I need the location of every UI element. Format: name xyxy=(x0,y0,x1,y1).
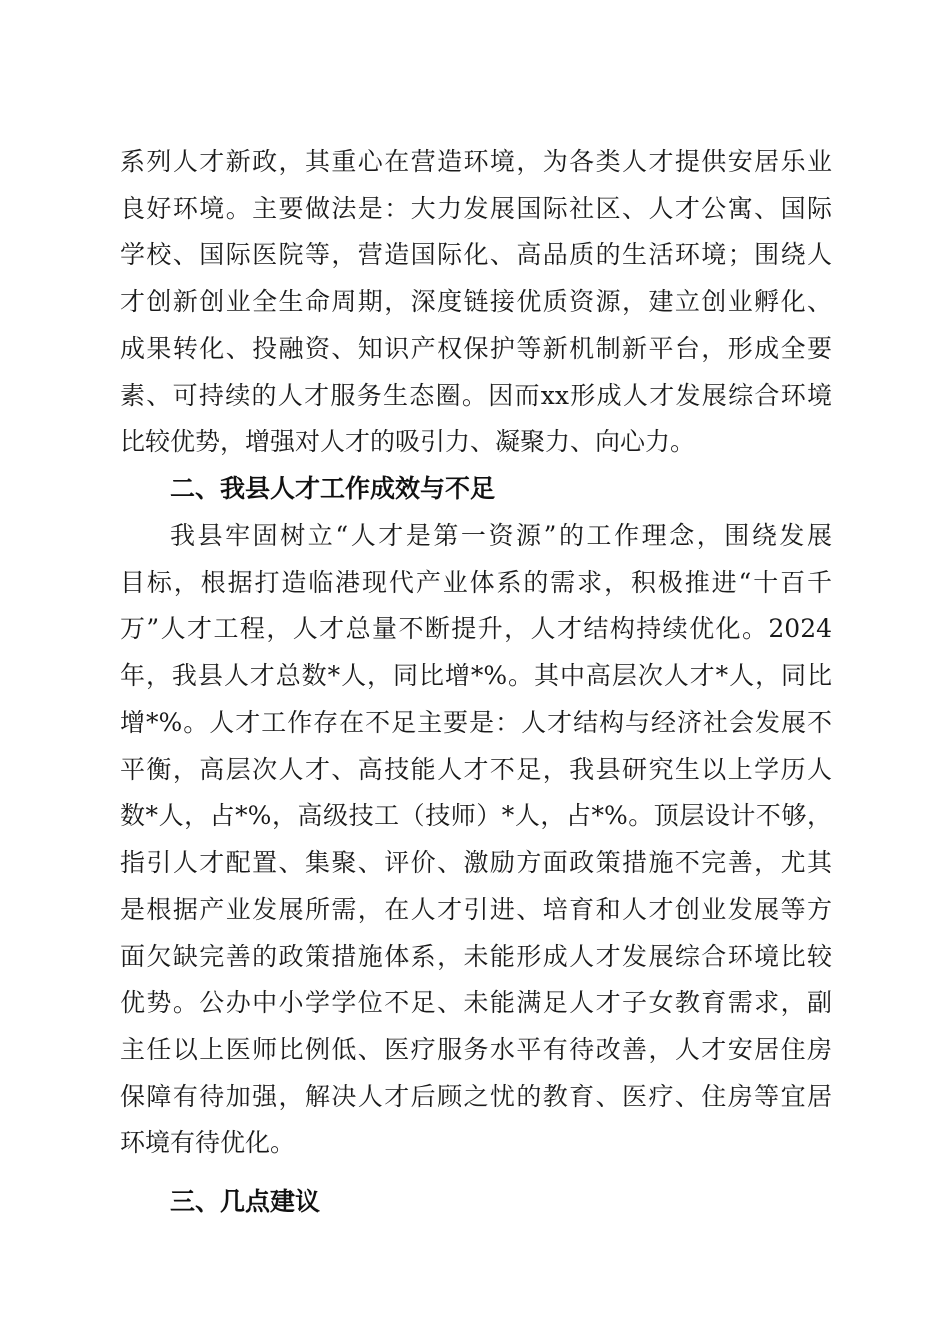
paragraph-line: 平衡，高层次人才、高技能人才不足，我县研究生以上学历人 xyxy=(120,755,832,784)
paragraph-line: 年，我县人才总数*人，同比增*%。其中高层次人才*人，同比 xyxy=(120,661,832,690)
paragraph-line: 系列人才新政，其重心在营造环境，为各类人才提供安居乐业 xyxy=(120,147,832,176)
paragraph-line: 良好环境。主要做法是：大力发展国际社区、人才公寓、国际 xyxy=(120,194,832,223)
paragraph-line: 目标，根据打造临港现代产业体系的需求，积极推进“十百千 xyxy=(120,568,832,597)
section-heading: 三、几点建议 xyxy=(170,1187,321,1216)
paragraph-line: 比较优势，增强对人才的吸引力、凝聚力、向心力。 xyxy=(120,427,696,456)
paragraph-line: 是根据产业发展所需，在人才引进、培育和人才创业发展等方 xyxy=(120,895,832,924)
paragraph-line: 数*人，占*%，高级技工（技师）*人，占*%。顶层设计不够， xyxy=(120,801,832,830)
paragraph-line: 环境有待优化。 xyxy=(120,1128,296,1157)
paragraph-line: 增*%。人才工作存在不足主要是：人才结构与经济社会发展不 xyxy=(120,708,832,737)
paragraph-line: 素、可持续的人才服务生态圈。因而xx形成人才发展综合环境 xyxy=(120,381,832,410)
paragraph-line: 保障有待加强，解决人才后顾之忧的教育、医疗、住房等宜居 xyxy=(120,1082,832,1111)
paragraph-line: 才创新创业全生命周期，深度链接优质资源，建立创业孵化、 xyxy=(120,287,832,316)
paragraph-line: 主任以上医师比例低、医疗服务水平有待改善，人才安居住房 xyxy=(120,1035,832,1064)
paragraph-line: 万”人才工程，人才总量不断提升，人才结构持续优化。2024 xyxy=(120,614,832,643)
paragraph-line: 指引人才配置、集聚、评价、激励方面政策措施不完善，尤其 xyxy=(120,848,832,877)
paragraph-line: 成果转化、投融资、知识产权保护等新机制新平台，形成全要 xyxy=(120,334,832,363)
paragraph-line: 学校、国际医院等，营造国际化、高品质的生活环境；围绕人 xyxy=(120,240,832,269)
paragraph-line: 我县牢固树立“人才是第一资源”的工作理念，围绕发展 xyxy=(170,521,832,550)
paragraph-line: 优势。公办中小学学位不足、未能满足人才子女教育需求，副 xyxy=(120,988,832,1017)
paragraph-line: 面欠缺完善的政策措施体系，未能形成人才发展综合环境比较 xyxy=(120,942,832,971)
section-heading: 二、我县人才工作成效与不足 xyxy=(170,474,496,503)
